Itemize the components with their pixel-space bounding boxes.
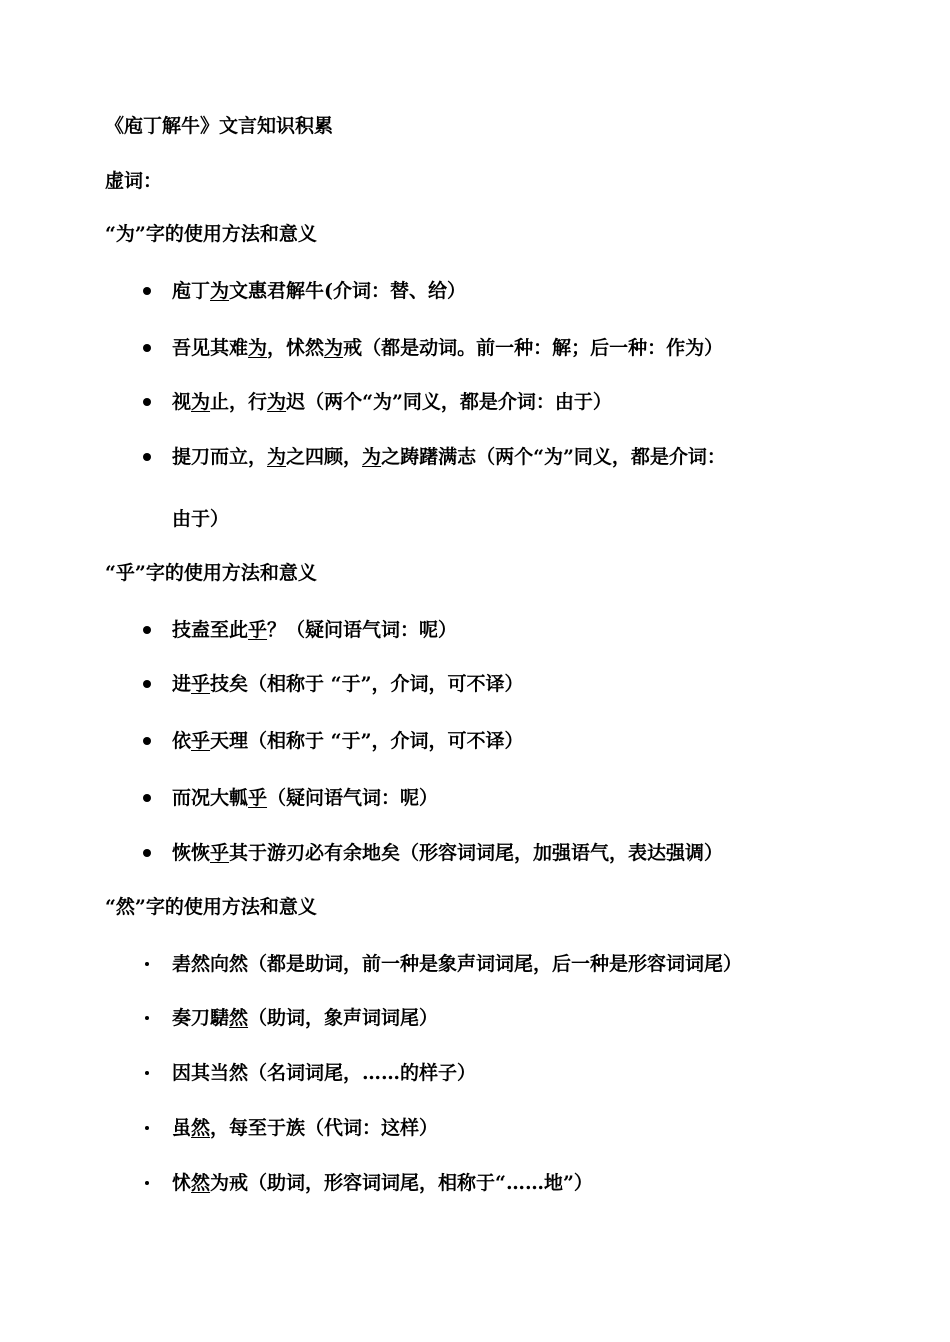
group-heading-ran: “然”字的使用方法和意义 [105,896,317,918]
list-item: 提刀而立，为之四顾，为之踌躇满志（两个“为”同义，都是介词： [172,446,726,468]
bullet-icon [145,1126,149,1130]
group-heading-hu: “乎”字的使用方法和意义 [105,562,317,584]
list-item: 而况大軱乎（疑问语气词：呢） [172,787,439,809]
list-item: 技盍至此乎？（疑问语气词：呢） [172,619,458,641]
list-item: 依乎天理（相称于 “于”，介词，可不译） [172,730,524,752]
bullet-icon [143,453,151,461]
list-item: 恢恢乎其于游刃必有余地矣（形容词词尾，加强语气，表达强调） [172,842,724,864]
bullet-icon [143,737,151,745]
document-title: 《庖丁解牛》文言知识积累 [105,115,334,137]
bullet-icon [145,1071,149,1075]
bullet-icon [143,287,151,295]
list-item: 因其当然（名词词尾，……的样子） [172,1062,477,1084]
bullet-icon [143,344,151,352]
bullet-icon [143,398,151,406]
section-label: 虚词： [105,170,163,192]
bullet-icon [145,1016,149,1020]
list-item: 进乎技矣（相称于 “于”，介词，可不译） [172,673,524,695]
list-item: 视为止，行为迟（两个“为”同义，都是介词：由于） [172,391,612,413]
group-heading-wei: “为”字的使用方法和意义 [105,223,317,245]
bullet-icon [145,1181,149,1185]
bullet-icon [143,794,151,802]
bullet-icon [145,962,149,966]
list-item: 奏刀騞然（助词，象声词词尾） [172,1007,439,1029]
list-item: 怵然为戒（助词，形容词词尾，相称于“……地”） [172,1172,593,1194]
bullet-icon [143,849,151,857]
bullet-icon [143,626,151,634]
list-item: 吾见其难为，怵然为戒（都是动词。前一种：解；后一种：作为） [172,337,724,359]
list-item: 庖丁为文惠君解牛(介词：替、给） [172,280,467,302]
list-item: 虽然，每至于族（代词：这样） [172,1117,439,1139]
list-item-continuation: 由于） [172,508,230,530]
list-item: 砉然向然（都是助词，前一种是象声词词尾，后一种是形容词词尾） [172,953,743,975]
bullet-icon [143,680,151,688]
